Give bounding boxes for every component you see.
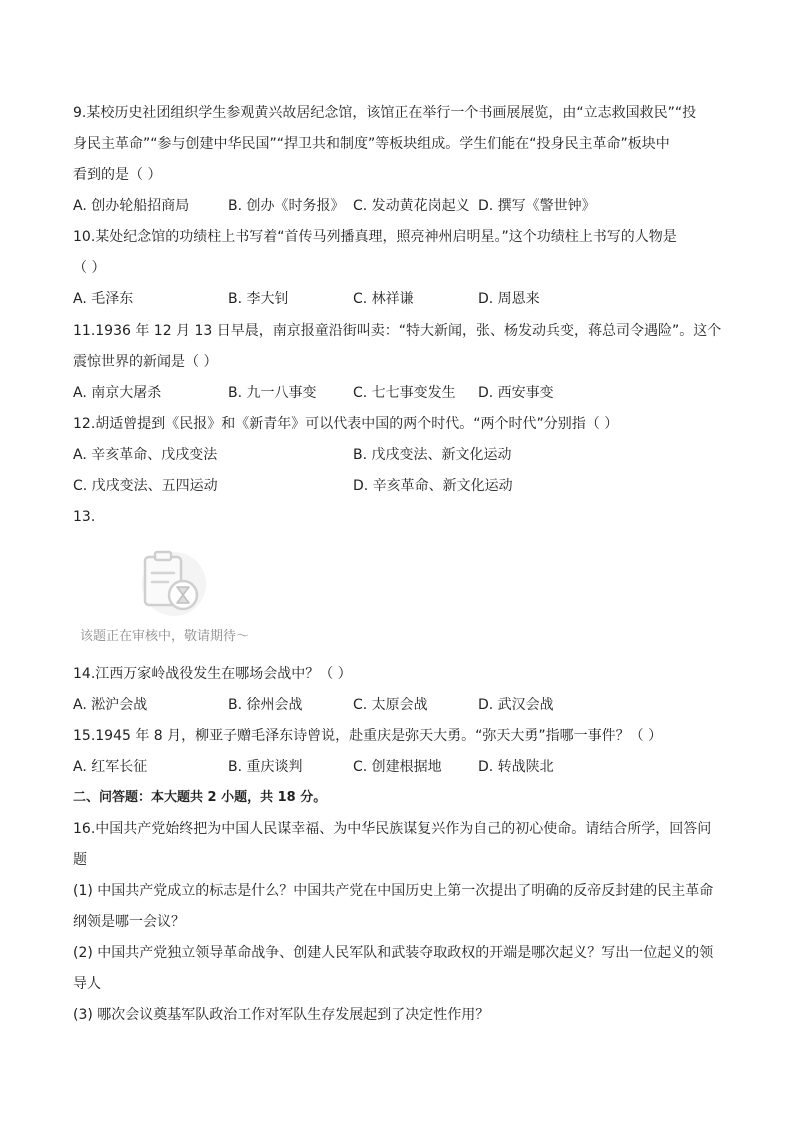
q10-line-1: 10.某处纪念馆的功绩柱上书写着“首传马列播真理，照亮神州启明星。”这个功绩柱上书写的人物是 [73, 229, 677, 245]
q12-option-d: D. 辛亥革命、新文化运动 [353, 478, 513, 494]
q14-option-d: D. 武汉会战 [478, 697, 554, 713]
q12-line-1: 12.胡适曾提到《民报》和《新青年》可以代表中国的两个时代。“两个时代”分别指（ ） [73, 416, 619, 432]
q12-option-b: B. 戊戌变法、新文化运动 [353, 447, 512, 463]
q9-line-3: 看到的是（ ） [73, 167, 162, 183]
q11-option-c: C. 七七事变发生 [353, 385, 456, 401]
q16-sub2-line-2: 导人 [73, 976, 101, 992]
q9-line-1: 9.某校历史社团组织学生参观黄兴故居纪念馆，该馆正在举行一个书画展展览，由“立志救国救民”“投 [73, 105, 697, 121]
q10-option-b: B. 李大钊 [228, 291, 289, 307]
q12-option-a: A. 辛亥革命、戊戌变法 [73, 447, 218, 463]
review-pending-text: 该题正在审核中，敬请期待～ [80, 629, 250, 644]
q10-option-a: A. 毛泽东 [73, 291, 134, 307]
q9-option-c: C. 发动黄花岗起义 [353, 198, 470, 214]
q14-option-b: B. 徐州会战 [228, 697, 303, 713]
q16-sub2-line-1: (2) 中国共产党独立领导革命战争、创建人民军队和武装夺取政权的开端是哪次起义？写出一位起义的领 [73, 945, 714, 961]
q9-line-2: 身民主革命”“参与创建中华民国”“捍卫共和制度”等板块组成。学生们能在“投身民主革命”板块中 [73, 136, 670, 152]
q11-option-b: B. 九一八事变 [228, 385, 317, 401]
clipboard-hourglass-icon [138, 548, 208, 618]
q14-option-c: C. 太原会战 [353, 697, 428, 713]
q9-option-a: A. 创办轮船招商局 [73, 198, 190, 214]
q15-option-a: A. 红军长征 [73, 759, 148, 775]
q15-option-d: D. 转战陕北 [478, 759, 554, 775]
q15-line-1: 15.1945 年 8 月，柳亚子赠毛泽东诗曾说，赴重庆是弥天大勇。“弥天大勇”指哪一事件？（ ） [73, 728, 663, 744]
q15-option-c: C. 创建根据地 [353, 759, 442, 775]
q11-line-1: 11.1936 年 12 月 13 日早晨，南京报童沿街叫卖：“特大新闻，张、杨发动兵变，蒋总司令遇险”。这个 [73, 323, 722, 339]
q16-sub1-line-1: (1) 中国共产党成立的标志是什么？中国共产党在中国历史上第一次提出了明确的反帝反封建的民主革命 [73, 883, 714, 899]
q16-line-1: 16.中国共产党始终把为中国人民谋幸福、为中华民族谋复兴作为自己的初心使命。请结合所学，回答问 [73, 821, 712, 837]
q9-option-b: B. 创办《时务报》 [228, 198, 345, 214]
q9-option-d: D. 撰写《警世钟》 [478, 198, 596, 214]
section-heading: 二、问答题：本大题共 2 小题，共 18 分。 [73, 790, 327, 805]
q16-line-2: 题 [73, 852, 87, 868]
q10-option-c: C. 林祥谦 [353, 291, 414, 307]
q10-option-d: D. 周恩来 [478, 291, 540, 307]
q11-option-d: D. 西安事变 [478, 385, 554, 401]
q12-option-c: C. 戊戌变法、五四运动 [73, 478, 218, 494]
q14-option-a: A. 淞沪会战 [73, 697, 148, 713]
q10-line-2: （ ） [73, 260, 106, 276]
q11-line-2: 震惊世界的新闻是（ ） [73, 354, 218, 370]
q13-number: 13. [73, 509, 96, 525]
q11-option-a: A. 南京大屠杀 [73, 385, 162, 401]
q15-option-b: B. 重庆谈判 [228, 759, 303, 775]
q16-sub1-line-2: 纲领是哪一会议？ [73, 914, 185, 930]
q14-line-1: 14.江西万家岭战役发生在哪场会战中？（ ） [73, 666, 352, 682]
q16-sub3-line-1: (3) 哪次会议奠基军队政治工作对军队生存发展起到了决定性作用？ [73, 1007, 490, 1023]
